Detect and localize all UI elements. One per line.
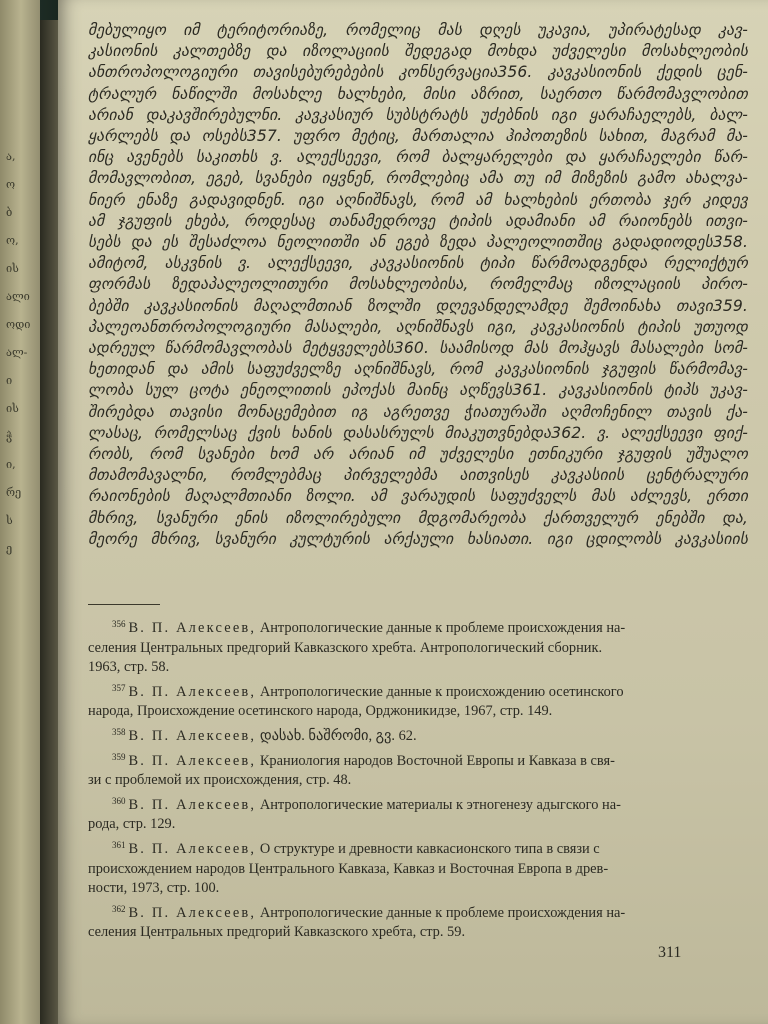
footnote-number: 356 bbox=[112, 619, 126, 629]
left-page-fragment: ოდი bbox=[6, 318, 31, 331]
left-page-fragment: ის bbox=[6, 402, 19, 415]
footnote-continuation: народа, Происхождение осетинского народа, Орджоникидзе, 1967, стр. 149. bbox=[88, 703, 553, 720]
left-page-fragment: ი, bbox=[6, 458, 16, 471]
left-page-fragment: ე bbox=[6, 542, 13, 555]
footnote-continuation: селения Центральных предгорий Кавказского хребта, стр. 59. bbox=[88, 924, 466, 941]
footnotes bbox=[88, 615, 748, 944]
footnote-number: 361 bbox=[112, 839, 126, 850]
body-line: ფორმას ზედაპალეოლითური მოსახლეობისა, რომელმაც იზოლაციის პირო- bbox=[88, 275, 748, 294]
footnote bbox=[88, 792, 748, 835]
left-page-fragment: ის bbox=[6, 262, 19, 275]
body-line: მომავლობით, ეგებ, სვანები იყვნენ, რომლებიც ამა თუ იმ მიზეზის გამო ახალვა- bbox=[88, 169, 748, 188]
body-line: ლასაც, რომელსაც ქვის ხანის დასასრულს მიაკუთვნებდა362. ვ. ალექსეევი ფიქ- bbox=[88, 423, 748, 442]
left-page-fragment: ი bbox=[6, 374, 13, 387]
footnote-continuation: ности, 1973, стр. 100. bbox=[88, 880, 220, 897]
body-line: პალეოანთროპოლოგიური მასალები, აღნიშნავს იგი, კავკასიონის ტიპის უთუოდ bbox=[88, 317, 748, 336]
footnote-author: В. П. Алексеев, bbox=[128, 796, 257, 813]
book-page bbox=[58, 0, 768, 1024]
body-line: ამიტომ, ასკვნის ვ. ალექსეევი, კავკასიონის ტიპი წარმოადგენდა რელიქტურ bbox=[88, 254, 748, 273]
footnote-author: В. П. Алексеев, bbox=[128, 840, 257, 857]
footnote-author: В. П. Алексеев, bbox=[128, 752, 257, 769]
body-line: ამ ჯგუფის ეხება, როდესაც თანამედროვე ტიპის ადამიანი ამ რაიონებს ითვი- bbox=[88, 211, 748, 230]
body-line: კასიონის კალთებზე და იზოლაციის შედეგად მოხდა უძველესი მოსახლეობის bbox=[88, 42, 748, 61]
footnote bbox=[88, 615, 748, 678]
body-line: ინც ავენებს საკითხს ვ. ალექსეევი, რომ ბალყარელები და ყარაჩაელები წარ- bbox=[88, 148, 748, 167]
footnote-text: Краниология народов Восточной Европы и Кавказа в свя- bbox=[256, 752, 615, 769]
left-page-fragment: ო, bbox=[6, 234, 19, 247]
body-line: ლობა სულ ცოტა ენეოლითის ეპოქას მაინც აღწევს361. კავკასიონის ტიპს უკავ- bbox=[88, 381, 748, 400]
footnote-author: В. П. Алексеев, bbox=[128, 683, 257, 700]
body-line: ყარლებს და ოსებს357. უფრო მეტიც, მართალია ჰიპოთეზის სახით, მაგრამ მა- bbox=[88, 127, 748, 146]
footnote-continuation: 1963, стр. 58. bbox=[88, 659, 170, 676]
footnote-text: Антропологические данные к проблеме происхождения на- bbox=[256, 620, 626, 636]
body-line: ანთროპოლოგიური თავისებურებების კონსერვაცია356. კავკასიონის ქედის ცენ- bbox=[88, 63, 748, 82]
left-page-fragment: ალი bbox=[6, 290, 30, 303]
left-page-fragment: ა, bbox=[6, 150, 16, 163]
footnote-number: 358 bbox=[112, 726, 126, 737]
left-page-fragment: ს bbox=[6, 514, 13, 527]
footnote bbox=[88, 723, 748, 747]
left-page-fragment: რე bbox=[6, 486, 22, 499]
footnote-continuation: селения Центральных предгорий Кавказского хребта. Антропологический сборник. bbox=[88, 639, 603, 656]
body-line: ხეთიდან და ამის საფუძველზე აღნიშნავს, რომ კავკასიონის ჯგუფის წარმომავ- bbox=[88, 360, 748, 379]
body-line: არიან დაკავშირებულნი. კავკასიურ სუბსტრატს უძებნის იგი ყარაჩაელებს, ბალ- bbox=[88, 105, 748, 124]
footnote-text: დასახ. ნაშრომი, გვ. 62. bbox=[256, 727, 417, 744]
footnote-continuation: зи с проблемой их происхождения, стр. 48. bbox=[88, 772, 352, 789]
footnote-continuation: происхождением народов Центрального Кавказа, Кавказ и Восточная Европа в древ- bbox=[88, 860, 609, 877]
body-text bbox=[88, 20, 748, 550]
left-page-fragment: ო bbox=[6, 178, 16, 191]
body-line: მეორე მხრივ, სვანური კულტურის არქაული ხასიათი. იგი ცდილობს კავკასიის bbox=[88, 529, 748, 548]
footnote-text: Антропологические данные к проблеме происхождения на- bbox=[256, 904, 626, 921]
body-line: ბებში კავკასიონის მაღალმთიან ზოლში დღევანდელამდე შემოინახა თავი359. bbox=[88, 296, 748, 315]
footnote-number: 360 bbox=[112, 795, 126, 806]
footnote bbox=[88, 748, 748, 791]
body-line: მთამომავალნი, რომლებმაც პირველებმა აითვისეს კავკასიის ცენტრალური bbox=[88, 466, 748, 485]
footnote-continuation: рода, стр. 129. bbox=[88, 816, 176, 833]
footnote bbox=[88, 836, 748, 899]
footnote-author: В. П. Алексеев, bbox=[128, 620, 257, 636]
footnote-text: Антропологические материалы к этногенезу адыгского на- bbox=[256, 796, 621, 813]
footnote-text: Антропологические данные к происхождению осетинского bbox=[256, 683, 624, 700]
left-page-fragment: ბ bbox=[6, 206, 13, 219]
footnote-author: В. П. Алексеев, bbox=[128, 727, 257, 744]
body-line: რობს, რომ სვანები ხომ არ არიან იმ უძველესი ეთნიკური ჯგუფის უშუალო bbox=[88, 445, 748, 464]
footnote-number: 357 bbox=[112, 682, 126, 693]
body-line: ტრალურ ნაწილში მოსახლე ხალხები, მისი აზრით, საერთო წარმომავლობით bbox=[88, 84, 748, 103]
footnote-rule bbox=[88, 604, 160, 605]
footnote bbox=[88, 679, 748, 722]
footnote bbox=[88, 900, 748, 943]
footnote-number: 359 bbox=[112, 751, 126, 762]
body-line: სებს და ეს შესაძლოა ნეოლითში ან ეგებ ზედა პალეოლითშიც გადადიოდეს358. bbox=[88, 233, 748, 252]
body-line: რაიონების მაღალმთიანი ზოლი. ამ ვარაუდის საფუძველს მას აძლევს, ერთი bbox=[88, 487, 748, 506]
page-number: 311 bbox=[658, 944, 682, 961]
body-line: ნიერ ენაზე გადავიდნენ. იგი აღნიშნავს, რომ ამ ხალხების ერთობა ჯერ კიდევ bbox=[88, 190, 748, 209]
body-line: მხრივ, სვანური ენის იზოლირებული მდგომარეობა ქართველურ ენებში და, bbox=[88, 508, 748, 527]
body-line: ადრეულ წარმომავლობას მეტყველებს360. საამისოდ მას მოჰყავს მასალები სომ- bbox=[88, 339, 748, 358]
footnote-author: В. П. Алексеев, bbox=[128, 904, 257, 921]
footnote-text: О структуре и древности кавкасионского типа в связи с bbox=[256, 840, 600, 857]
body-line: მებულიყო იმ ტერიტორიაზე, რომელიც მას დღეს უკავია, უპირატესად კავ- bbox=[88, 21, 748, 39]
left-page-fragment: ჭ bbox=[6, 430, 13, 443]
footnote-number: 362 bbox=[112, 903, 126, 914]
body-line: შირებდა თავისი მონაცემებით იგ აგრეთვე ჭიათურაში აღმოჩენილ თავის ქა- bbox=[88, 402, 748, 421]
left-page-fragment: ალ- bbox=[6, 346, 28, 359]
